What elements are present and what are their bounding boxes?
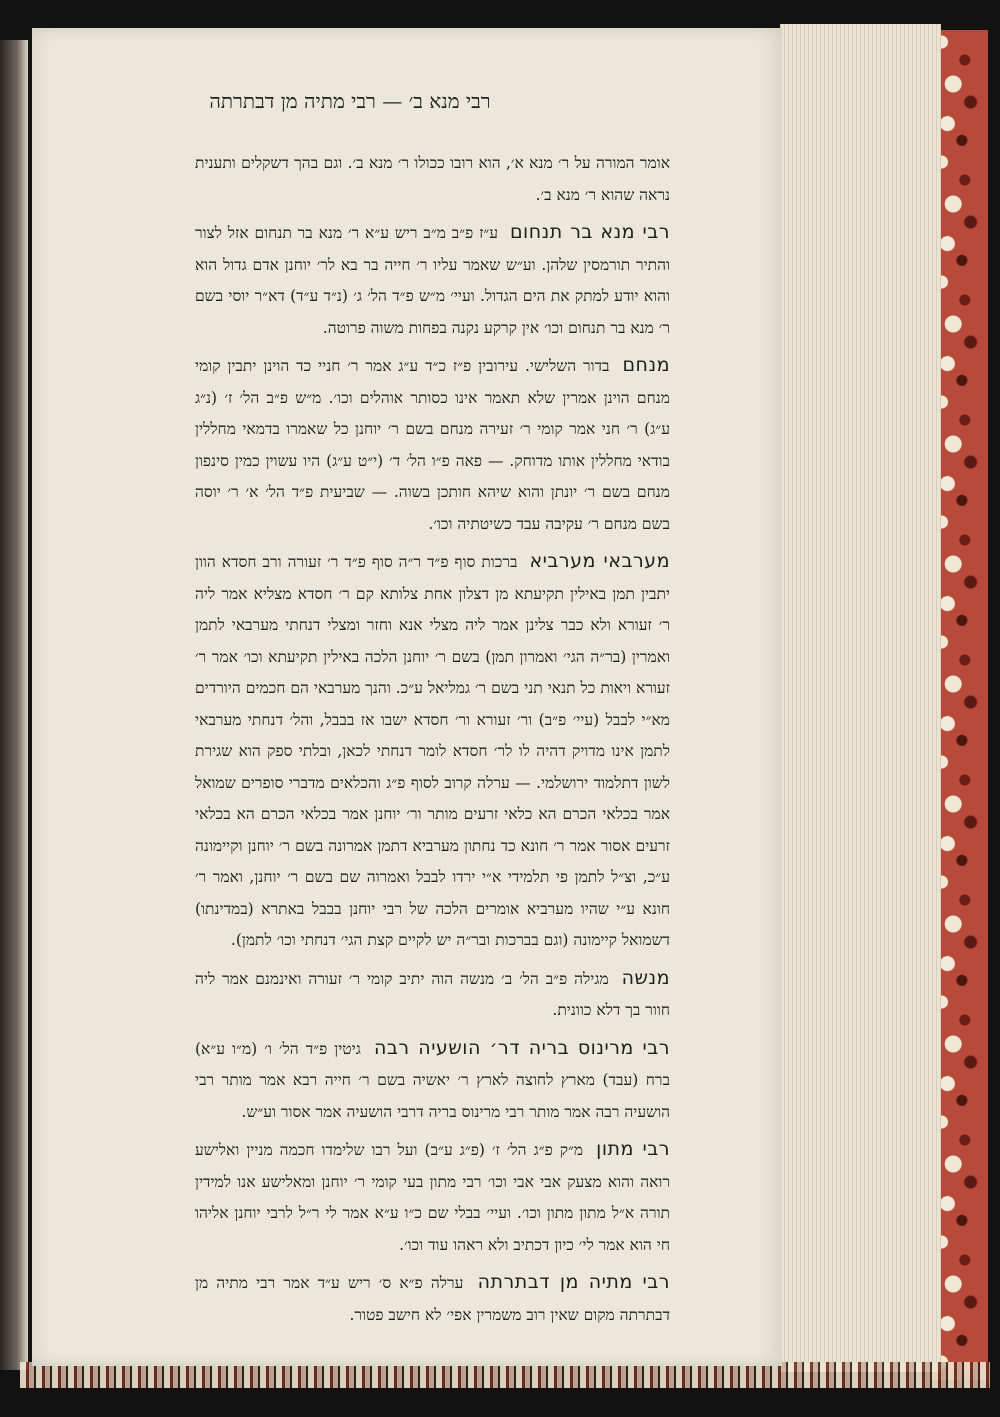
entry-headword: רבי מתיה מן דבתרתה [477, 1271, 670, 1293]
entry [195, 217, 670, 344]
entry-headword: רבי מרינוס בריה דר׳ הושעיה רבה [373, 1036, 670, 1059]
entry [195, 546, 670, 957]
entry [195, 148, 670, 211]
entry-headword: רבי מנא בר תנחום [509, 221, 671, 243]
running-head: רבי מנא ב׳ — רבי מתיה מן דבתרתה [209, 89, 491, 113]
entry [195, 1134, 670, 1261]
entry-headword: רבי מתון [596, 1138, 670, 1160]
entry-text: ברכות סוף פ״ד ר״ה סוף פ״ד ר׳ זעורה ורב חסדא הוון יתבין תמן באילין תקיעתא מן דצלון אחת צלותא קם ר׳ חסדא מצליא אמר ליה ר׳ זעורא ולא כבר צלינן אמר ליה מצלי אנא וחזר ומצלי דנחתי מערבאי לתמן ואמרין (בר״ה הגי׳ ואמרון תמן) בשם ר׳ יוחנן הלכה באילין תקיעתא וכו׳ אמר ר׳ זעורא ויאות כל תנאי תני בשם ר׳ גמליאל ע״כ. והנך מערבאי הם חכמים היורדים מא״י לבבל (עיי׳ פ״ב) ור׳ זעורא ור׳ חסדא ישבו אז בבבל, והל׳ דנחתי מערבאי לתמן אינו מדויק דהיה לו לר׳ חסדא לומר דנחתי לכאן, ובלתי ספק הוא שגירת לשון דתלמוד ירושלמי. — ערלה קרוב לסוף פ״ג והכלאים מדברי סופרים שמואל אמר בכלאי הכרם הא כלאי זרעים מותר ור׳ יוחנן אמר בכלאי הכרם הא בכלאי זרעים אסור אמר ר׳ חונא כד נחתון מערביא דתמן אמרונה בשם ר׳ יוחנן וקיימונה ע״כ, וצ״ל לתמן פי תלמידי א״י ירדו לבבל ואמרוה שם בשם ר׳ יוחנן, ואמר ר׳ חונא ע״י שהיו מערביא אומרים הלכה של רבי יוחנן בבבל באתרא (במדינתו) דשמואל קיימונה (וגם בברכות ובר״ה יש לקיים קצת הגי׳ דנחתי וכו׳ לתמן). [195, 553, 670, 949]
entry-headword: מנשה [621, 966, 670, 989]
entry-headword: מערבאי מערביא [529, 550, 670, 572]
entry [195, 350, 670, 540]
entry-text: גיטין פ״ד הל׳ ו׳ (מ״ו ע״א) ברח (עבד) מארץ לחוצה לארץ ר׳ יאשיה בשם ר׳ חייה רבא אמר מותר רבי הושעיה רבה אמר מותר רבי מרינוס בריה דרבי הושעיה אמר אסור וע״ש. [195, 1039, 670, 1121]
entry-text: בדור השלישי. עירובין פ״ז כ״ד ע״ג אמר ר׳ חניי כד הוינן יתבין קומי מנחם הוינן אמרין שלא תאמר אינו כסותר אוהלים וכו׳. מ״ש פ״ב הל׳ ז׳ (נ״ג ע״ג) ר׳ חני אמר קומי ר׳ זעירה מנחם בשם ר׳ יוחנן כל שאמרו בדמאי מחללין בודאי מחללין אותו מדוחק. — פאה פ״ו הל׳ ד׳ (י״ט ע״ג) היו עשוין כמין סינפון מנחם בשם ר׳ יונתן והוא שיהא חותכן בשוה. — שביעית פ״ד הל׳ א׳ ר׳ יוסה בשם מנחם ר׳ עקיבה עבד כשיטתיה וכו׳. [195, 357, 670, 533]
entry-text: ע״ז פ״ב מ״ב ריש ע״א ר׳ מנא בר תנחום אזל לצור והתיר תורמסין שלהן. וע״ש שאמר עליו ר׳ חייה בר בא לר׳ יוחנן אדם גדול הוא והוא יודע למתק את הים הגדול. ועיי׳ מ״ש פ״ד הל׳ ג׳ (נ״ד ע״ד) דא״ר יוסי בשם ר׳ מנא בר תנחום וכו׳ אין קרקע נקנה בפחות משוה פרוטה. [195, 224, 670, 337]
entry [195, 963, 670, 1027]
entry [195, 1033, 670, 1129]
entry-headword: מנחם [622, 354, 670, 376]
entry-text: מ״ק פ״ג הל׳ ז׳ (פ״ג ע״ב) ועל רבו שלימדו חכמה מניין ואלישע רואה והוא מצעק אבי אבי וכו׳ רבי מתון בעי קומי ר׳ יוחנן ומאלישע אנו למידין תורה א״ל מתון מתון וכו׳. ועיי׳ בבלי שם כ״ו ע״א אמר לי ר״ל לרבי יוחנן אליהו חי הוא אמר לי׳ כיון דכתיב ולא ראהו עוד וכו׳. [195, 1141, 670, 1254]
book-edge-left [0, 40, 28, 1370]
entry [195, 1267, 670, 1331]
page-block-edges [780, 24, 941, 1372]
entry-text: אומר המורה על ר׳ מנא א׳, הוא רובו ככולו ר׳ מנא ב׳. וגם בהך דשקלים ותענית נראה שהוא ר׳ מנא ב׳. [195, 154, 670, 204]
page-text [195, 148, 671, 1324]
entry-text: ערלה פ״א ס׳ ריש ע״ד אמר רבי מתיה מן דבתרתה מקום שאין רוב משמרין אפי׳ לא חישב פטור. [195, 1274, 670, 1324]
entry-text: מגילה פ״ב הל׳ ב׳ מנשה הוה יתיב קומי ר׳ זעורה ואינמנם אמר ליה חוור בך דלא כוונית. [195, 969, 670, 1019]
